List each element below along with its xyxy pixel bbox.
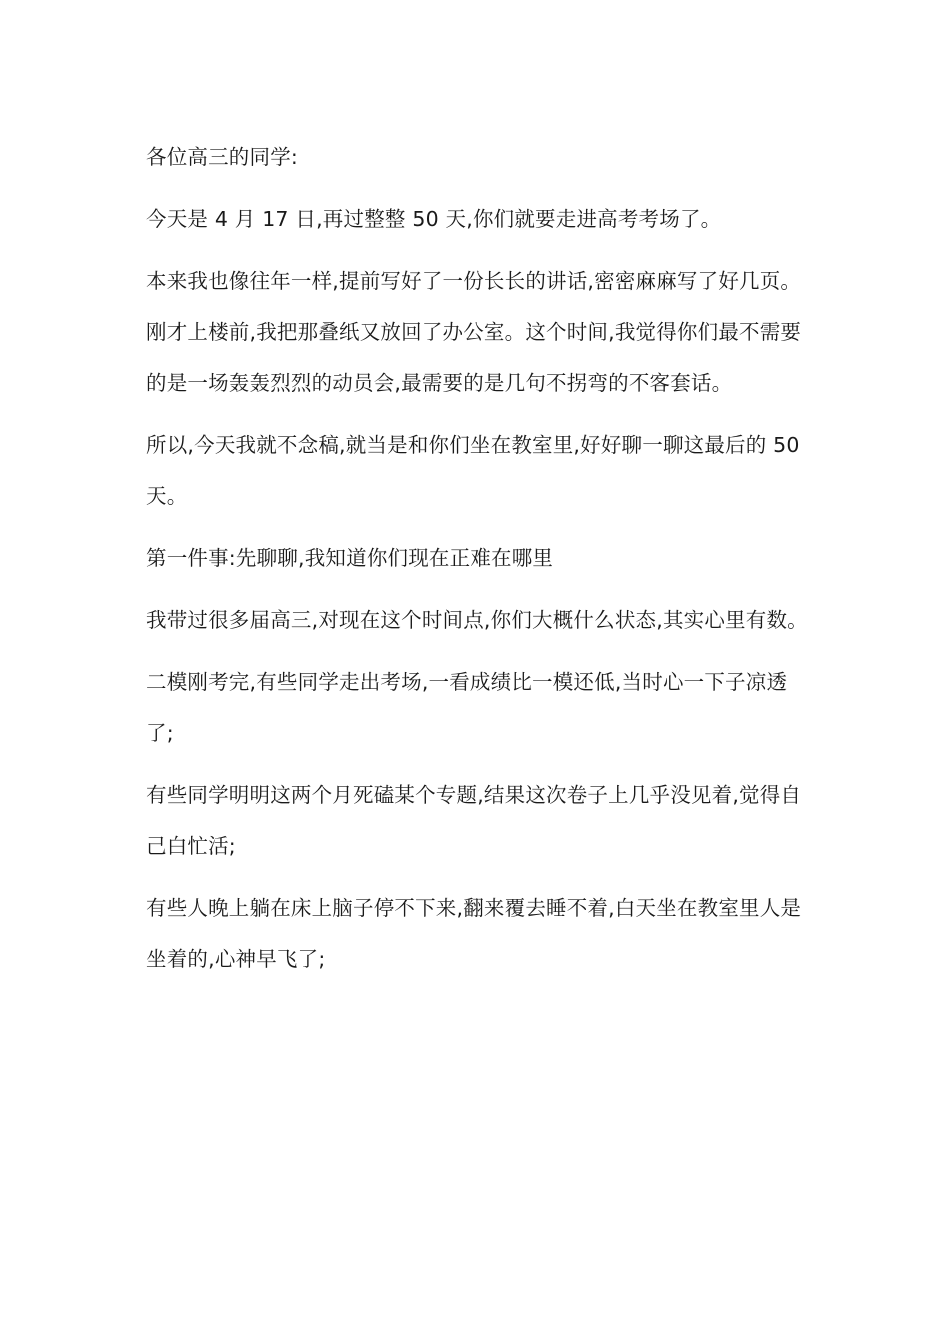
paragraph-experience: 我带过很多届高三,对现在这个时间点,你们大概什么状态,其实心里有数。 bbox=[146, 608, 808, 632]
section-heading-first: 第一件事:先聊聊,我知道你们现在正难在哪里 bbox=[146, 546, 554, 570]
paragraph-second-mock: 二模刚考完,有些同学走出考场,一看成绩比一模还低,当时心一下子凉透了; bbox=[146, 670, 788, 745]
paragraph-date: 今天是 4 月 17 日,再过整整 50 天,你们就要走进高考考场了。 bbox=[146, 207, 722, 231]
paragraph-no-script: 所以,今天我就不念稿,就当是和你们坐在教室里,好好聊一聊这最后的 50 天。 bbox=[146, 433, 800, 508]
document-body bbox=[146, 132, 808, 996]
paragraph-wasted-effort: 有些同学明明这两个月死磕某个专题,结果这次卷子上几乎没见着,觉得自己白忙活; bbox=[146, 783, 802, 858]
paragraph-intro: 本来我也像往年一样,提前写好了一份长长的讲话,密密麻麻写了好几页。刚才上楼前,我把那叠纸又放回了办公室。这个时间,我觉得你们最不需要的是一场轰轰烈烈的动员会,最需要的是几句不拐弯的不客套话。 bbox=[146, 269, 802, 395]
paragraph-sleepless: 有些人晚上躺在床上脑子停不下来,翻来覆去睡不着,白天坐在教室里人是坐着的,心神早飞了; bbox=[146, 896, 802, 971]
salutation: 各位高三的同学: bbox=[146, 145, 299, 169]
